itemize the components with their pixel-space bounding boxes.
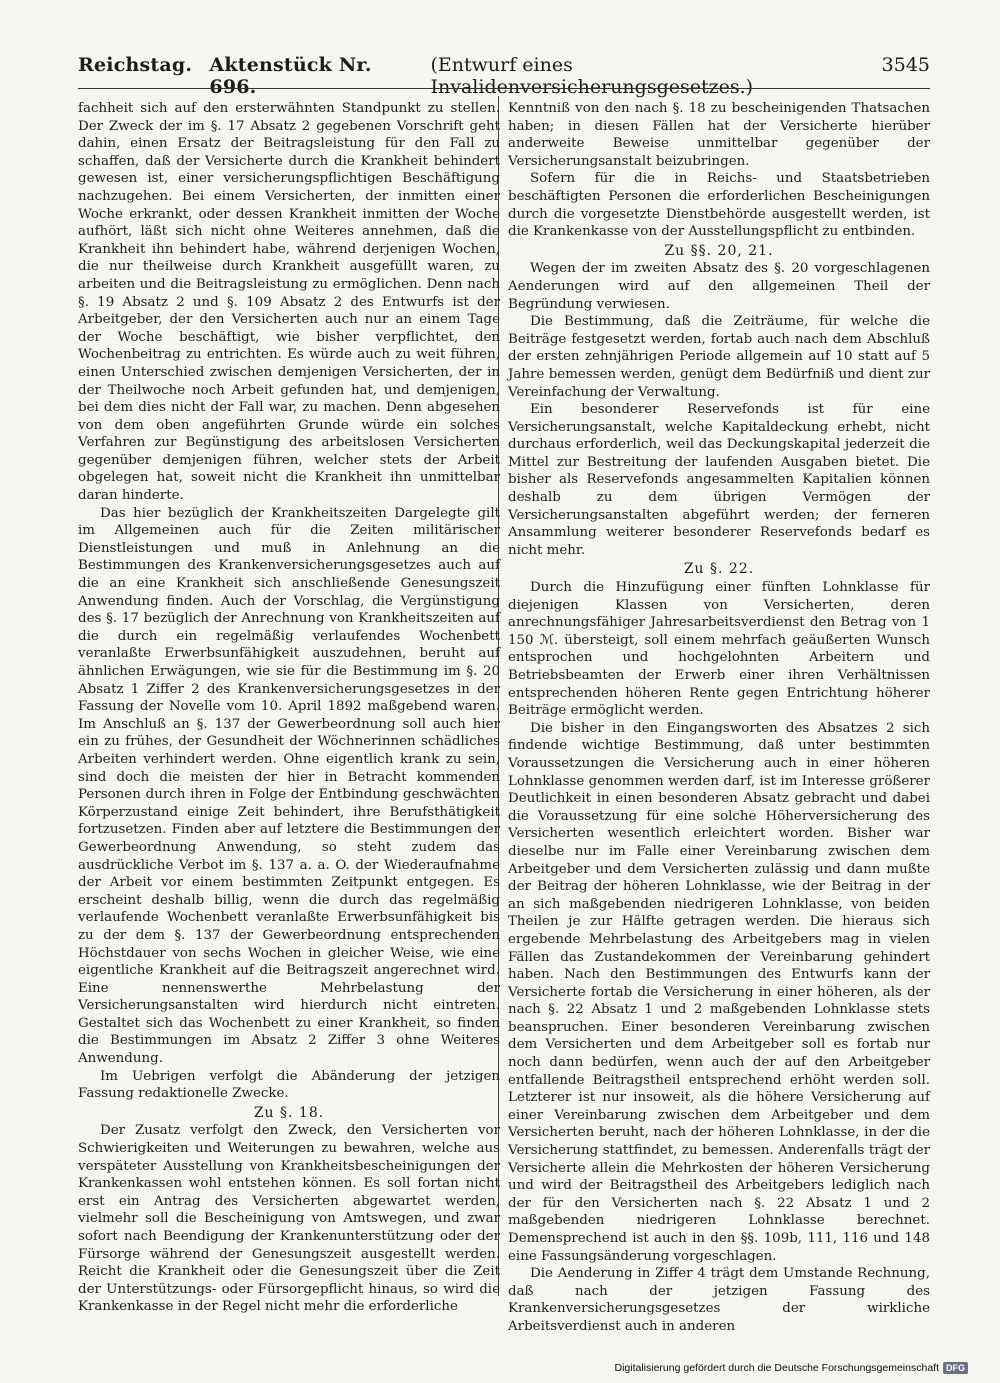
header-rule	[78, 88, 930, 89]
footer-text: Digitalisierung gefördert durch die Deutsche Forschungsgemeinschaft	[614, 1362, 939, 1374]
page-number: 3545	[881, 54, 931, 76]
left-column	[78, 100, 500, 1316]
section-heading: Zu §. 18.	[253, 1104, 325, 1121]
right-column	[508, 100, 930, 1336]
paragraph: Die Bestimmung, daß die Zeiträume, für welche die Beiträge festgesetzt werden, fortab auch nach dem Abschluß der ersten zehnjährigen Periode allgemein auf 10 statt auf 5 Jahre bemessen werden, genügt dem Bedürfniß und dient zur Vereinfachung der Verwaltung.	[508, 314, 930, 400]
paragraph: fachheit sich auf den ersterwähnten Standpunkt zu stellen. Der Zweck der im §. 17 Absatz 2 gegebenen Vorschrift geht dahin, einen Ersatz der Beitragsleistung für den Fall zu schaffen, daß der Versicherte durch die Krankheit behindert gewesen ist, einer versicherungspflichtigen Beschäftigung nachzugehen. Bei einem Versicherten, der inmitten einer Woche erkrankt, oder dessen Krankheit inmitten der Woche aufhört, läßt sich nicht ohne Weiteres annehmen, daß die Krankheit ihn behindert habe, während derjenigen Wochen, die nur theilweise durch Krankheit ausgefüllt waren, zu arbeiten und die Beitragsleistung zu ermöglichen. Denn nach §. 19 Absatz 2 und §. 109 Absatz 2 des Entwurfs ist der Arbeitgeber, der den Versicherten auch nur an einem Tage der Woche beschäftigt, wie bisher verpflichtet, den Wochenbeitrag zu entrichten. Es würde auch zu weit führen, einen Unterschied zwischen demjenigen Versicherten, der in der Theilwoche noch Arbeit gefunden hat, und demjenigen, bei dem dies nicht der Fall war, zu machen. Denn abgesehen von dem oben angeführten Grunde würde ein solches Verfahren zur Begünstigung des arbeitslosen Versicherten gegenüber demjenigen führen, welcher stets der Arbeit obgelegen hat, soweit nicht die Krankheit ihn unmittelbar daran hinderte.	[78, 101, 500, 504]
digitization-footer	[606, 1360, 968, 1376]
paragraph: Das hier bezüglich der Krankheitszeiten Dargelegte gilt im Allgemeinen auch für die Zeiten militärischer Dienstleistungen und muß in Anlehnung an die Bestimmungen des Krankenversicherungsgesetzes auch auf die an eine Krankheit sich anschließende Genesungszeit Anwendung finden. Auch der Vorschlag, die Vergünstigung des §. 17 bezüglich der Anrechnung von Krankheitszeiten auf die durch ein regelmäßig verlaufendes Wochenbett veranlaßte Erwerbsunfähigkeit auszudehnen, beruht auf ähnlichen Erwägungen, wie sie für die Bestimmung im §. 20 Absatz 1 Ziffer 2 des Krankenversicherungsgesetzes in der Fassung der Novelle vom 10. April 1892 maßgebend waren. Im Anschluß an §. 137 der Gewerbeordnung soll auch hier ein zu frühes, der Gesundheit der Wöchnerinnen schädliches Arbeiten verhindert werden. Ohne eigentlich krank zu sein, sind doch die meisten der hier in Betracht kommenden Personen durch ihren in Folge der Entbindung geschwächten Körperzustand einige Zeit behindert, ihre Berufsthätigkeit fortzusetzen. Finden aber auf letztere die Bestimmungen der Gewerbeordnung Anwendung, so steht zudem das ausdrückliche Verbot im §. 137 a. a. O. der Wiederaufnahme der Arbeit vor einem bestimmten Zeitpunkt entgegen. Es erscheint deshalb billig, wenn die durch das regelmäßig verlaufende Wochenbett veranlaßte Erwerbsunfähigkeit bis zu der dem §. 137 der Gewerbeordnung entsprechenden Höchstdauer von sechs Wochen in gleicher Weise, wie eine eigentliche Krankheit auf die Beitragszeit angerechnet wird. Eine nennenswerthe Mehrbelastung der Versicherungsanstalten wird hierdurch nicht eintreten. Gestaltet sich das Wochenbett zu einer Krankheit, so finden die Bestimmungen im Absatz 2 Ziffer 3 ohne Weiteres Anwendung.	[78, 505, 500, 1067]
paragraph: Kenntniß von den nach §. 18 zu bescheinigenden Thatsachen haben; in diesen Fällen hat der Versicherte hierüber anderweite Beweise unmittelbar gegenüber der Versicherungsanstalt beizubringen.	[508, 101, 930, 169]
dfg-logo: DFG	[943, 1362, 968, 1374]
paragraph: Ein besonderer Reservefonds ist für eine Versicherungsanstalt, welche Kapitaldeckung erhebt, nicht durchaus erforderlich, weil das Deckungskapital jederzeit die Mittel zur Bestreitung der laufenden Ausgaben bietet. Die bisher als Reservefonds angesammelten Kapitalien können deshalb zu dem übrigen Vermögen der Versicherungsanstalten abgeführt werden; der ferneren Ansammlung weiterer besonderer Reservefonds bedarf es nicht mehr.	[508, 402, 930, 558]
section-heading: Zu §. 22.	[683, 561, 755, 578]
paragraph: Die bisher in den Eingangsworten des Absatzes 2 sich findende wichtige Bestimmung, daß unter bestimmten Voraussetzungen die Versicherung auch in einer höheren Lohnklasse genommen werden darf, ist im Interesse größerer Deutlichkeit in einen besonderen Absatz gebracht und dabei die Voraussetzung für eine solche Höherversicherung des Versicherten wesentlich erleichtert worden. Bisher war dieselbe nur im Falle einer Vereinbarung zwischen dem Arbeitgeber und dem Versicherten zulässig und dann mußte der Beitrag der höheren Lohnklasse, wie der Beitrag in der an sich maßgebenden niedrigeren Lohnklasse, von beiden Theilen je zur Hälfte getragen werden. Die hieraus sich ergebende Mehrbelastung des Arbeitgebers mag in vielen Fällen das Zustandekommen der Vereinbarung gehindert haben. Nach den Bestimmungen des Entwurfs kann der Versicherte fortab die Versicherung in einer höheren, als der nach §. 22 Absatz 1 und 2 maßgebenden Lohnklasse stets beanspruchen. Einer besonderen Vereinbarung zwischen dem Versicherten und dem Arbeitgeber soll es fortab nur noch dann bedürfen, wenn auch der auf den Arbeitgeber entfallende Beitragstheil entsprechend erhöht werden soll. Letzterer ist nur insoweit, als die höhere Versicherung auf einer Vereinbarung zwischen dem Arbeitgeber und dem Versicherten beruht, nach der höheren Lohnklasse, in der die Versicherung stattfindet, zu bemessen. Anderenfalls trägt der Versicherte allein die Mehrkosten der höheren Versicherung und wird der Beitragstheil des Arbeitgebers lediglich nach der für den Versicherten nach §. 22 Absatz 1 und 2 maßgebenden niedrigeren Lohnklasse berechnet. Demensprechend ist auch in den §§. 109b, 111, 116 und 148 eine Fassungsänderung vorgeschlagen.	[508, 720, 930, 1264]
section-heading: Zu §§. 20, 21.	[664, 242, 774, 259]
paragraph: Der Zusatz verfolgt den Zweck, den Versicherten vor Schwierigkeiten und Weiterungen zu bewahren, welche aus verspäteter Ausstellung von Krankheitsbescheinigungen der Krankenkassen wohl entstehen können. Es soll fortan nicht erst ein Antrag des Versicherten abgewartet werden, vielmehr soll die Bescheinigung von Amtswegen, und zwar sofort nach Beendigung der Krankenunterstützung oder der Fürsorge während der Genesungszeit ausgestellt werden. Reicht die Krankheit oder die Genesungszeit über die Zeit der Unterstützungs- oder Fürsorgepflicht hinaus, so wird die Krankenkasse in der Regel nicht mehr die erforderliche	[78, 1123, 500, 1315]
header-subject: (Entwurf eines Invalidenversicherungsgesetzes.)	[430, 54, 754, 98]
header-title: Reichstag.	[78, 54, 193, 76]
page-header	[78, 54, 931, 98]
paragraph: Wegen der im zweiten Absatz des §. 20 vorgeschlagenen Aenderungen wird auf den allgemeinen Theil der Begründung verwiesen.	[508, 261, 930, 312]
paragraph: Durch die Hinzufügung einer fünften Lohnklasse für diejenigen Klassen von Versicherten, deren anrechnungsfähiger Jahresarbeitsverdienst den Betrag von 1 150 ℳ. übersteigt, soll einem mehrfach geäußerten Wunsch entsprochen und hochgelohnten Arbeitern und Betriebsbeamten der Erwerb einer ihren Verhältnissen entsprechenden höheren Rente gegen Entrichtung höherer Beiträge ermöglicht werden.	[508, 580, 930, 719]
paragraph: Im Uebrigen verfolgt die Abänderung der jetzigen Fassung redaktionelle Zwecke.	[78, 1068, 500, 1102]
paragraph: Die Aenderung in Ziffer 4 trägt dem Umstande Rechnung, daß nach der jetzigen Fassung des Krankenversicherungsgesetzes der wirkliche Arbeitsverdienst auch in anderen	[508, 1266, 930, 1334]
paragraph: Sofern für die in Reichs- und Staatsbetrieben beschäftigten Personen die erforderlichen Bescheinigungen durch die vorgesetzte Dienstbehörde ausgestellt werden, ist die Krankenkasse von der Ausstellungspflicht zu entbinden.	[508, 171, 930, 240]
header-document-number: Aktenstück Nr. 696.	[209, 54, 372, 98]
